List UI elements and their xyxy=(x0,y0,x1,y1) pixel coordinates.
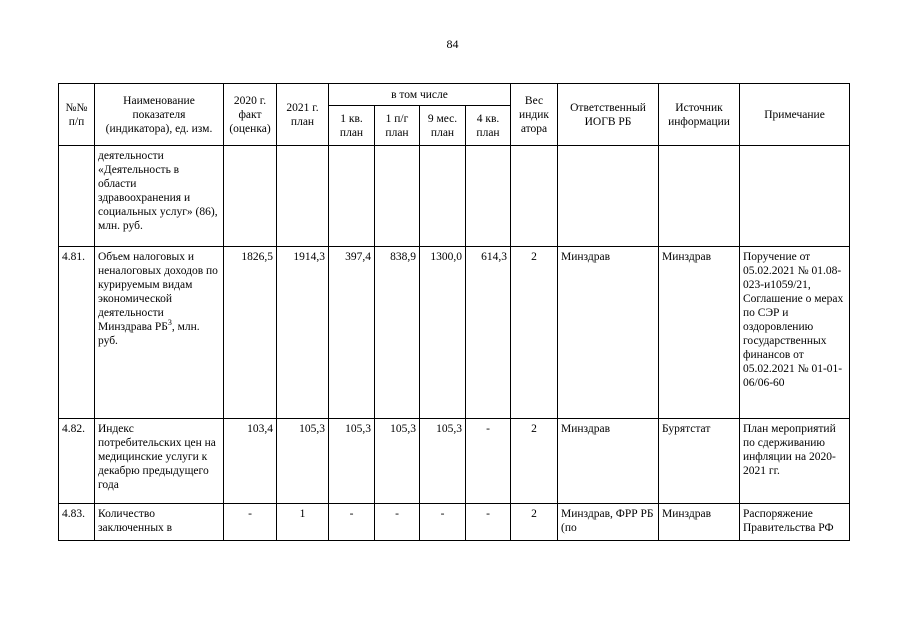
header-h1: 1 п/г план xyxy=(375,106,420,146)
cell-fact-2020: - xyxy=(224,504,277,541)
header-num: №№ п/п xyxy=(59,84,95,146)
cell-q1: 105,3 xyxy=(329,419,375,504)
header-source: Источник информации xyxy=(659,84,740,146)
cell-empty xyxy=(466,146,511,247)
cell-name: Количество заключенных в xyxy=(95,504,224,541)
header-q4: 4 кв. план xyxy=(466,106,511,146)
cell-empty xyxy=(740,146,850,247)
cell-empty xyxy=(420,146,466,247)
cell-empty xyxy=(511,146,558,247)
header-weight: Вес индик атора xyxy=(511,84,558,146)
cell-q1: 397,4 xyxy=(329,247,375,419)
cell-num: 4.82. xyxy=(59,419,95,504)
cell-q4: - xyxy=(466,504,511,541)
cell-empty xyxy=(224,146,277,247)
cell-plan-2021: 105,3 xyxy=(277,419,329,504)
cell-responsible: Минздрав, ФРР РБ (по xyxy=(558,504,659,541)
header-responsible: Ответственный ИОГВ РБ xyxy=(558,84,659,146)
cell-name: Индекс потребительских цен на медицинские услуги к декабрю предыдущего года xyxy=(95,419,224,504)
cell-empty xyxy=(558,146,659,247)
cell-empty xyxy=(277,146,329,247)
cell-q4: 614,3 xyxy=(466,247,511,419)
table-row-continuation xyxy=(59,146,850,247)
cell-name-text: Объем налоговых и неналоговых доходов по курируемым видам экономической деятельности Минздрава РБ xyxy=(98,251,218,333)
cell-num: 4.81. xyxy=(59,247,95,419)
header-plan-2021: 2021 г. план xyxy=(277,84,329,146)
cell-name xyxy=(95,247,224,419)
cell-weight: 2 xyxy=(511,419,558,504)
cell-h1: - xyxy=(375,504,420,541)
cell-plan-2021: 1914,3 xyxy=(277,247,329,419)
cell-empty xyxy=(659,146,740,247)
cell-note: Распоряжение Правительства РФ xyxy=(740,504,850,541)
table-row xyxy=(59,247,850,419)
cell-source: Минздрав xyxy=(659,247,740,419)
cell-fact-2020: 103,4 xyxy=(224,419,277,504)
indicators-table xyxy=(58,83,850,541)
cell-weight: 2 xyxy=(511,247,558,419)
page-number: 84 xyxy=(446,37,459,51)
header-including: в том числе xyxy=(329,84,511,106)
table-row xyxy=(59,419,850,504)
cell-responsible: Минздрав xyxy=(558,419,659,504)
cell-h1: 105,3 xyxy=(375,419,420,504)
cell-num: 4.83. xyxy=(59,504,95,541)
cell-weight: 2 xyxy=(511,504,558,541)
cell-note: Поручение от 05.02.2021 № 01.08-023-и1059/21, Соглашение о мерах по СЭР и оздоровлению государственных финансов от 05.02.2021 № 01-01-06/06-60 xyxy=(740,247,850,419)
header-fact-2020: 2020 г. факт (оценка) xyxy=(224,84,277,146)
header-9m: 9 мес. план xyxy=(420,106,466,146)
header-name: Наименование показателя (индикатора), ед. изм. xyxy=(95,84,224,146)
cell-empty xyxy=(329,146,375,247)
header-q1: 1 кв. план xyxy=(329,106,375,146)
cell-source: Минздрав xyxy=(659,504,740,541)
cell-name-suffix: , млн. руб. xyxy=(98,321,200,347)
header-note: Примечание xyxy=(740,84,850,146)
cell-empty xyxy=(375,146,420,247)
cell-q1: - xyxy=(329,504,375,541)
cell-9m: 1300,0 xyxy=(420,247,466,419)
cell-fact-2020: 1826,5 xyxy=(224,247,277,419)
cell-num xyxy=(59,146,95,247)
cell-responsible: Минздрав xyxy=(558,247,659,419)
cell-source: Бурятстат xyxy=(659,419,740,504)
cell-note: План мероприятий по сдерживанию инфляции на 2020-2021 гг. xyxy=(740,419,850,504)
table-row xyxy=(59,504,850,541)
cell-name: деятельности «Деятельность в области здравоохранения и социальных услуг» (86), млн. руб. xyxy=(95,146,224,247)
cell-q4: - xyxy=(466,419,511,504)
cell-9m: 105,3 xyxy=(420,419,466,504)
cell-h1: 838,9 xyxy=(375,247,420,419)
cell-9m: - xyxy=(420,504,466,541)
footnote-mark: 3 xyxy=(167,318,172,328)
cell-plan-2021: 1 xyxy=(277,504,329,541)
